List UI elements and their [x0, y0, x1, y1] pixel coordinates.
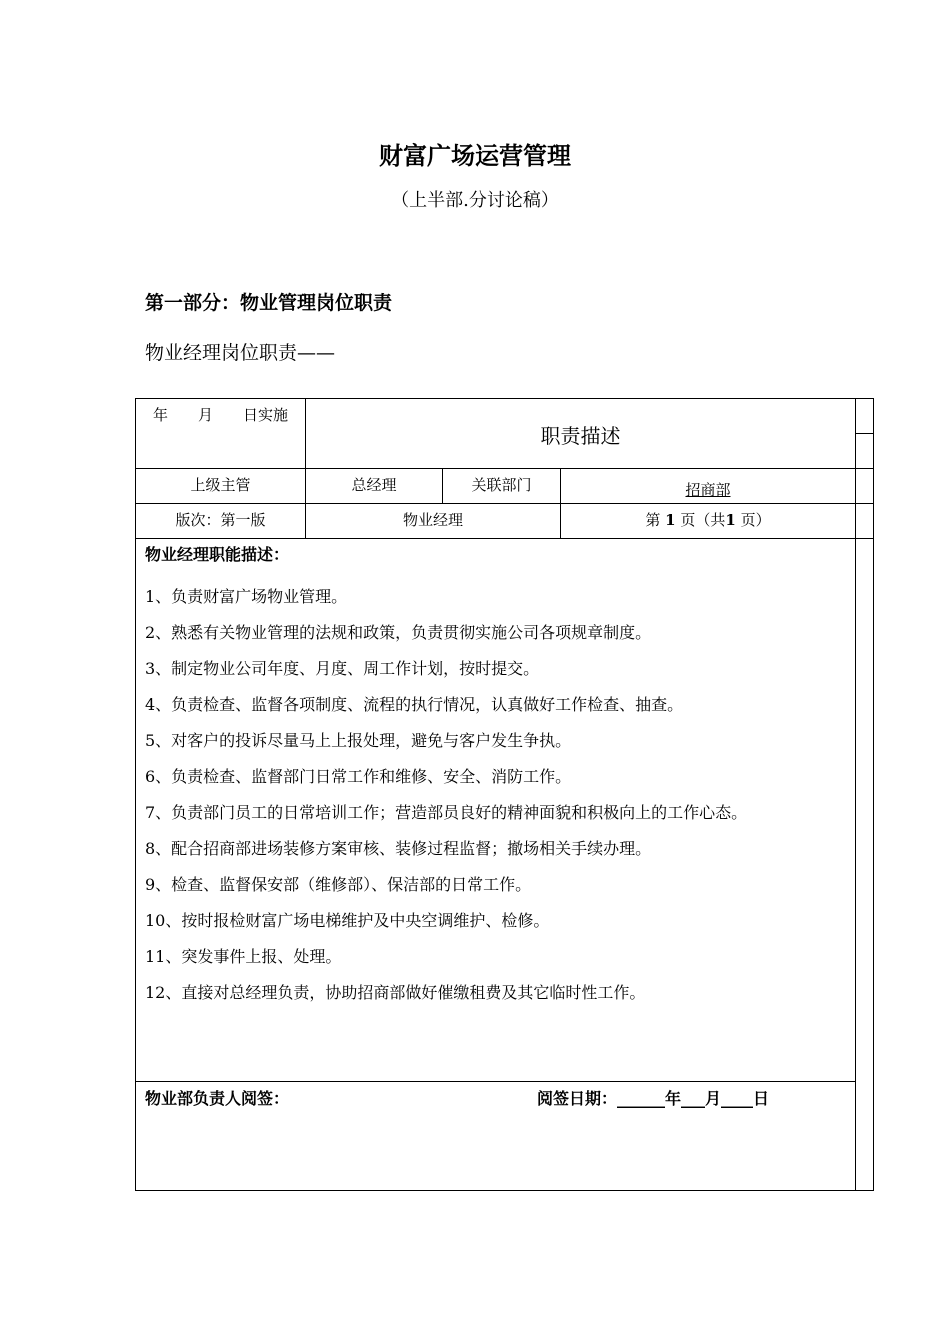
- page-number: 1: [665, 511, 676, 529]
- table-border-top: [135, 398, 874, 399]
- duty-item: 12、直接对总经理负责，协助招商部做好催缴租费及其它临时性工作。: [145, 983, 646, 1002]
- duty-item: 4、负责检查、监督各项制度、流程的执行情况，认真做好工作检查、抽查。: [145, 695, 684, 714]
- page-prefix: 第: [645, 511, 661, 529]
- table-divider: [135, 1081, 856, 1082]
- duty-item: 2、熟悉有关物业管理的法规和政策，负责贯彻实施公司各项规章制度。: [145, 623, 652, 642]
- sub-heading: 物业经理岗位职责——: [145, 342, 336, 364]
- duty-item: 1、负责财富广场物业管理。: [145, 587, 348, 606]
- duties-heading: 物业经理职能描述：: [145, 545, 290, 564]
- page-mid: 页（共: [680, 511, 726, 529]
- page-suffix: 页）: [740, 511, 771, 529]
- table-divider: [135, 503, 874, 504]
- page-total: 1: [725, 511, 736, 529]
- document-title: 财富广场运营管理: [379, 141, 571, 170]
- page-counter: [561, 509, 855, 530]
- superior-value: 总经理: [351, 476, 397, 494]
- table-divider: [855, 398, 856, 1191]
- duty-item: 3、制定物业公司年度、月度、周工作计划，按时提交。: [145, 659, 540, 678]
- position-name: 物业经理: [402, 511, 463, 529]
- table-border-right: [873, 398, 874, 1191]
- table-divider: [135, 538, 874, 539]
- duty-item: 10、按时报检财富广场电梯维护及中央空调维护、检修。: [145, 911, 550, 930]
- duty-item: 8、配合招商部进场装修方案审核、装修过程监督；撤场相关手续办理。: [145, 839, 652, 858]
- duty-item: 7、负责部门员工的日常培训工作；营造部员良好的精神面貌和积极向上的工作心态。: [145, 803, 748, 822]
- related-dept-label: 关联部门: [471, 476, 532, 494]
- sign-off-date: 阅签日期：______年___月____日: [537, 1089, 770, 1108]
- duties-section: [145, 543, 845, 1011]
- superior-label: 上级主管: [190, 476, 251, 494]
- section-heading: 第一部分：物业管理岗位职责: [145, 292, 393, 314]
- table-title: 职责描述: [540, 424, 621, 448]
- duty-item: 6、负责检查、监督部门日常工作和维修、安全、消防工作。: [145, 767, 572, 786]
- duty-item: 11、突发事件上报、处理。: [145, 947, 342, 966]
- document-subtitle: （上半部.分讨论稿）: [391, 190, 559, 211]
- related-dept-value: 招商部: [685, 481, 731, 499]
- sign-off-label: 物业部负责人阅签：: [145, 1089, 290, 1108]
- table-divider: [135, 468, 874, 469]
- implement-date: 年 月 日实施: [152, 406, 288, 424]
- duty-item: 9、检查、监督保安部（维修部）、保洁部的日常工作。: [145, 875, 532, 894]
- table-divider: [855, 433, 874, 434]
- version-label: 版次：第一版: [175, 511, 266, 529]
- table-border-bottom: [135, 1190, 874, 1191]
- duty-item: 5、对客户的投诉尽量马上上报处理，避免与客户发生争执。: [145, 731, 572, 750]
